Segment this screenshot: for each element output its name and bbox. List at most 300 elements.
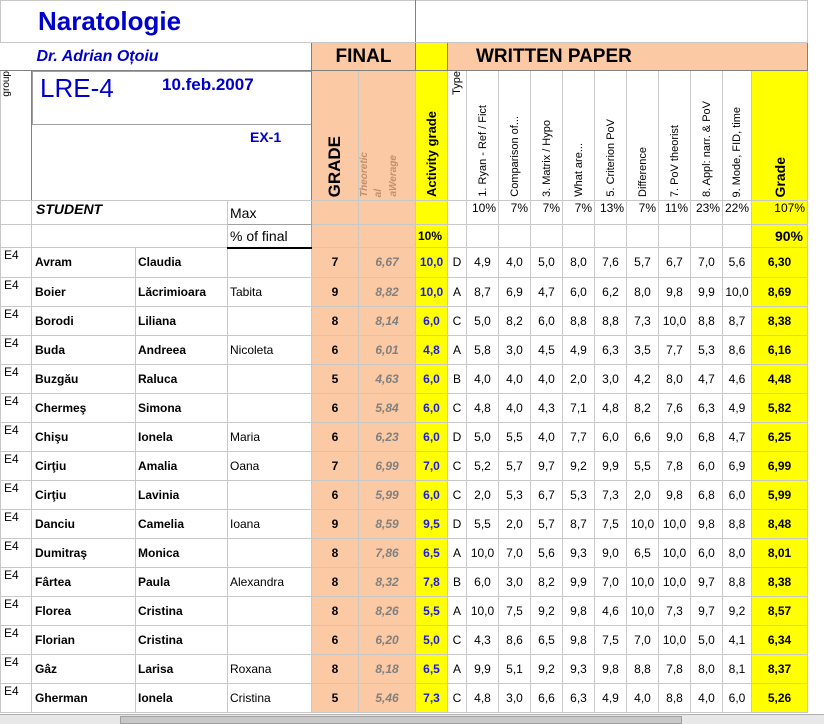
- question-score-cell[interactable]: 7,0: [499, 538, 531, 567]
- theoretical-average-cell[interactable]: 6,01: [359, 335, 416, 364]
- question-score-cell[interactable]: 6,6: [627, 422, 659, 451]
- question-score-cell[interactable]: 9,9: [563, 567, 595, 596]
- max-label: Max: [230, 204, 257, 221]
- question-score-cell[interactable]: 7,5: [595, 509, 627, 538]
- question-header-4: What are...: [572, 143, 585, 197]
- question-score-cell[interactable]: 4,3: [467, 625, 499, 654]
- question-score-cell[interactable]: 8,1: [723, 654, 752, 683]
- question-score-cell[interactable]: 6,0: [691, 451, 723, 480]
- question-score-cell[interactable]: 2,0: [467, 480, 499, 509]
- question-score-cell[interactable]: 8,0: [691, 654, 723, 683]
- question-score-cell[interactable]: 4,0: [691, 683, 723, 712]
- question-score-cell[interactable]: 9,0: [595, 538, 627, 567]
- question-score-cell[interactable]: 9,3: [563, 538, 595, 567]
- type-cell[interactable]: A: [448, 596, 467, 625]
- grade-cell[interactable]: 5: [312, 683, 359, 712]
- type-cell[interactable]: C: [448, 683, 467, 712]
- final-grade-cell[interactable]: 8,37: [752, 654, 808, 683]
- first-name-cell[interactable]: Ionela: [136, 683, 228, 712]
- group-cell[interactable]: E4: [1, 538, 32, 567]
- surname-cell[interactable]: Florian: [32, 625, 136, 654]
- second-name-cell[interactable]: [228, 596, 312, 625]
- question-score-cell[interactable]: 4,0: [627, 683, 659, 712]
- question-score-cell[interactable]: 9,2: [531, 596, 563, 625]
- final-grade-cell[interactable]: 6,16: [752, 335, 808, 364]
- surname-cell[interactable]: Chermeş: [32, 393, 136, 422]
- question-score-cell[interactable]: 4,6: [723, 364, 752, 393]
- grade-cell[interactable]: 6: [312, 335, 359, 364]
- theoretical-average-cell[interactable]: 6,20: [359, 625, 416, 654]
- question-score-cell[interactable]: 5,7: [499, 451, 531, 480]
- question-score-cell[interactable]: 4,9: [467, 248, 499, 278]
- first-name-cell[interactable]: Ionela: [136, 422, 228, 451]
- type-cell[interactable]: A: [448, 654, 467, 683]
- question-score-cell[interactable]: 4,8: [595, 393, 627, 422]
- theoretical-average-cell[interactable]: 8,59: [359, 509, 416, 538]
- question-score-cell[interactable]: 4,9: [595, 683, 627, 712]
- grade-cell[interactable]: 6: [312, 422, 359, 451]
- question-score-cell[interactable]: 3,5: [627, 335, 659, 364]
- surname-cell[interactable]: Dumitraş: [32, 538, 136, 567]
- question-score-cell[interactable]: 7,3: [659, 596, 691, 625]
- question-score-cell[interactable]: 8,8: [627, 654, 659, 683]
- final-grade-cell[interactable]: 6,34: [752, 625, 808, 654]
- question-score-cell[interactable]: 5,5: [467, 509, 499, 538]
- question-score-cell[interactable]: 6,0: [531, 306, 563, 335]
- first-name-cell[interactable]: Amalia: [136, 451, 228, 480]
- theoretical-average-cell[interactable]: 5,46: [359, 683, 416, 712]
- second-name-cell[interactable]: Cristina: [228, 683, 312, 712]
- type-cell[interactable]: C: [448, 306, 467, 335]
- type-header: Type: [451, 71, 463, 95]
- grade-cell[interactable]: 6: [312, 393, 359, 422]
- grade-cell[interactable]: 5: [312, 364, 359, 393]
- question-score-cell[interactable]: 10,0: [467, 538, 499, 567]
- activity-grade-cell[interactable]: 5,0: [416, 625, 448, 654]
- question-score-cell[interactable]: 3,0: [499, 335, 531, 364]
- surname-cell[interactable]: Boier: [32, 277, 136, 306]
- first-name-cell[interactable]: Andreea: [136, 335, 228, 364]
- theoretical-average-cell[interactable]: 5,99: [359, 480, 416, 509]
- activity-grade-cell[interactable]: 4,8: [416, 335, 448, 364]
- activity-grade-cell[interactable]: 7,0: [416, 451, 448, 480]
- question-score-cell[interactable]: 8,7: [723, 306, 752, 335]
- type-cell[interactable]: D: [448, 248, 467, 278]
- question-score-cell[interactable]: 9,7: [531, 451, 563, 480]
- question-score-cell[interactable]: 4,0: [499, 364, 531, 393]
- second-name-cell[interactable]: Alexandra: [228, 567, 312, 596]
- second-name-cell[interactable]: Maria: [228, 422, 312, 451]
- surname-cell[interactable]: Buda: [32, 335, 136, 364]
- surname-cell[interactable]: Danciu: [32, 509, 136, 538]
- second-name-cell[interactable]: [228, 306, 312, 335]
- table-row: [1, 277, 808, 306]
- question-score-cell[interactable]: 4,0: [467, 364, 499, 393]
- question-score-cell[interactable]: 4,0: [531, 422, 563, 451]
- question-score-cell[interactable]: 8,2: [627, 393, 659, 422]
- question-score-cell[interactable]: 7,5: [595, 625, 627, 654]
- final-grade-cell[interactable]: 5,82: [752, 393, 808, 422]
- group-cell[interactable]: E4: [1, 393, 32, 422]
- activity-grade-cell[interactable]: 6,5: [416, 654, 448, 683]
- final-grade-cell[interactable]: 8,69: [752, 277, 808, 306]
- question-score-cell[interactable]: 9,9: [467, 654, 499, 683]
- second-name-cell[interactable]: [228, 480, 312, 509]
- question-score-cell[interactable]: 5,0: [531, 248, 563, 278]
- question-score-cell[interactable]: 10,0: [723, 277, 752, 306]
- question-score-cell[interactable]: 5,7: [531, 509, 563, 538]
- question-score-cell[interactable]: 9,2: [531, 654, 563, 683]
- grade-cell[interactable]: 6: [312, 625, 359, 654]
- surname-cell[interactable]: Chişu: [32, 422, 136, 451]
- question-score-cell[interactable]: 5,0: [467, 306, 499, 335]
- type-cell[interactable]: A: [448, 277, 467, 306]
- surname-cell[interactable]: Avram: [32, 248, 136, 278]
- question-score-cell[interactable]: 7,7: [563, 422, 595, 451]
- question-score-cell[interactable]: 5,8: [467, 335, 499, 364]
- final-grade-cell[interactable]: 8,57: [752, 596, 808, 625]
- theoretical-average-cell[interactable]: 6,99: [359, 451, 416, 480]
- question-score-cell[interactable]: 8,7: [467, 277, 499, 306]
- grade-cell[interactable]: 8: [312, 654, 359, 683]
- question-score-cell[interactable]: 6,3: [595, 335, 627, 364]
- type-cell[interactable]: B: [448, 567, 467, 596]
- theoretical-header-3: aWerage: [387, 155, 399, 197]
- question-score-cell[interactable]: 4,2: [627, 364, 659, 393]
- second-name-cell[interactable]: Tabita: [228, 277, 312, 306]
- question-score-cell[interactable]: 7,3: [595, 480, 627, 509]
- question-score-cell[interactable]: 2,0: [627, 480, 659, 509]
- question-score-cell[interactable]: 10,0: [659, 567, 691, 596]
- surname-cell[interactable]: Florea: [32, 596, 136, 625]
- theoretical-average-cell[interactable]: 8,26: [359, 596, 416, 625]
- question-score-cell[interactable]: 7,3: [627, 306, 659, 335]
- question-score-cell[interactable]: 9,8: [563, 596, 595, 625]
- question-score-cell[interactable]: 6,0: [723, 683, 752, 712]
- question-score-cell[interactable]: 5,3: [691, 335, 723, 364]
- question-score-cell[interactable]: 4,7: [723, 422, 752, 451]
- second-name-cell[interactable]: Oana: [228, 451, 312, 480]
- group-cell[interactable]: E4: [1, 306, 32, 335]
- activity-grade-cell[interactable]: 6,0: [416, 393, 448, 422]
- question-score-cell[interactable]: 10,0: [659, 625, 691, 654]
- grade-cell[interactable]: 9: [312, 277, 359, 306]
- question-score-cell[interactable]: 9,3: [563, 654, 595, 683]
- group-cell[interactable]: E4: [1, 625, 32, 654]
- question-score-cell[interactable]: 9,7: [691, 596, 723, 625]
- surname-cell[interactable]: Borodi: [32, 306, 136, 335]
- question-score-cell[interactable]: 6,7: [531, 480, 563, 509]
- surname-cell[interactable]: Gherman: [32, 683, 136, 712]
- question-score-cell[interactable]: 10,0: [659, 538, 691, 567]
- question-score-cell[interactable]: 5,5: [627, 451, 659, 480]
- question-score-cell[interactable]: 8,8: [691, 306, 723, 335]
- question-score-cell[interactable]: 5,3: [499, 480, 531, 509]
- final-grade-header: Grade: [771, 156, 788, 197]
- first-name-cell[interactable]: Cristina: [136, 596, 228, 625]
- final-grade-cell[interactable]: 4,48: [752, 364, 808, 393]
- question-score-cell[interactable]: 5,6: [723, 248, 752, 278]
- type-cell[interactable]: C: [448, 480, 467, 509]
- theoretical-average-cell[interactable]: 7,86: [359, 538, 416, 567]
- question-score-cell[interactable]: 4,5: [531, 335, 563, 364]
- question-score-cell[interactable]: 10,0: [659, 509, 691, 538]
- question-score-cell[interactable]: 4,0: [499, 248, 531, 278]
- question-score-cell[interactable]: 5,0: [467, 422, 499, 451]
- theoretical-average-cell[interactable]: 6,23: [359, 422, 416, 451]
- question-score-cell[interactable]: 8,2: [531, 567, 563, 596]
- activity-grade-cell[interactable]: 10,0: [416, 277, 448, 306]
- question-score-cell[interactable]: 9,2: [563, 451, 595, 480]
- question-score-cell[interactable]: 9,8: [659, 277, 691, 306]
- question-score-cell[interactable]: 4,8: [467, 393, 499, 422]
- table-row: [1, 364, 808, 393]
- final-grade-cell[interactable]: 6,99: [752, 451, 808, 480]
- type-cell[interactable]: C: [448, 625, 467, 654]
- question-score-cell[interactable]: 5,7: [627, 248, 659, 278]
- activity-grade-cell[interactable]: 7,8: [416, 567, 448, 596]
- second-name-cell[interactable]: [228, 248, 312, 278]
- question-score-cell[interactable]: 9,9: [691, 277, 723, 306]
- question-score-cell[interactable]: 6,5: [531, 625, 563, 654]
- question-score-cell[interactable]: 2,0: [563, 364, 595, 393]
- question-score-cell[interactable]: 8,6: [499, 625, 531, 654]
- question-score-cell[interactable]: 5,5: [499, 422, 531, 451]
- table-row: [1, 596, 808, 625]
- weight-7: 11%: [659, 201, 691, 225]
- type-cell[interactable]: D: [448, 509, 467, 538]
- type-cell[interactable]: C: [448, 393, 467, 422]
- question-score-cell[interactable]: 4,0: [531, 364, 563, 393]
- final-grade-cell[interactable]: 8,38: [752, 567, 808, 596]
- question-score-cell[interactable]: 6,0: [691, 538, 723, 567]
- question-score-cell[interactable]: 9,9: [595, 451, 627, 480]
- activity-grade-cell[interactable]: 6,0: [416, 422, 448, 451]
- type-cell[interactable]: A: [448, 335, 467, 364]
- theoretical-average-cell[interactable]: 8,18: [359, 654, 416, 683]
- question-score-cell[interactable]: 4,9: [563, 335, 595, 364]
- first-name-cell[interactable]: Claudia: [136, 248, 228, 278]
- activity-grade-cell[interactable]: 9,5: [416, 509, 448, 538]
- question-score-cell[interactable]: 3,0: [595, 364, 627, 393]
- question-score-cell[interactable]: 8,8: [659, 683, 691, 712]
- activity-grade-cell[interactable]: 6,0: [416, 480, 448, 509]
- grade-cell[interactable]: 9: [312, 509, 359, 538]
- question-score-cell[interactable]: 6,6: [531, 683, 563, 712]
- question-score-cell[interactable]: 7,0: [627, 625, 659, 654]
- weight-4: 7%: [563, 201, 595, 225]
- first-name-cell[interactable]: Lavinia: [136, 480, 228, 509]
- second-name-cell[interactable]: Ioana: [228, 509, 312, 538]
- first-name-cell[interactable]: Lăcrimioara: [136, 277, 228, 306]
- activity-grade-cell[interactable]: 6,0: [416, 364, 448, 393]
- question-score-cell[interactable]: 7,5: [499, 596, 531, 625]
- group-cell[interactable]: E4: [1, 364, 32, 393]
- question-score-cell[interactable]: 4,1: [723, 625, 752, 654]
- theoretical-average-cell[interactable]: 4,63: [359, 364, 416, 393]
- question-score-cell[interactable]: 8,0: [563, 248, 595, 278]
- question-score-cell[interactable]: 4,7: [691, 364, 723, 393]
- first-name-cell[interactable]: Larisa: [136, 654, 228, 683]
- first-name-cell[interactable]: Camelia: [136, 509, 228, 538]
- question-score-cell[interactable]: 10,0: [659, 306, 691, 335]
- activity-grade-cell[interactable]: 5,5: [416, 596, 448, 625]
- question-score-cell[interactable]: 6,9: [499, 277, 531, 306]
- surname-cell[interactable]: Buzgău: [32, 364, 136, 393]
- question-score-cell[interactable]: 3,0: [499, 683, 531, 712]
- question-score-cell[interactable]: 4,8: [467, 683, 499, 712]
- second-name-cell[interactable]: Nicoleta: [228, 335, 312, 364]
- activity-grade-cell[interactable]: 6,5: [416, 538, 448, 567]
- question-score-cell[interactable]: 4,7: [531, 277, 563, 306]
- question-score-cell[interactable]: 6,3: [691, 393, 723, 422]
- activity-grade-cell[interactable]: 7,3: [416, 683, 448, 712]
- question-score-cell[interactable]: 8,0: [723, 538, 752, 567]
- table-row: [1, 509, 808, 538]
- question-score-cell[interactable]: 9,7: [691, 567, 723, 596]
- group-cell[interactable]: E4: [1, 451, 32, 480]
- theoretical-average-cell[interactable]: 8,82: [359, 277, 416, 306]
- first-name-cell[interactable]: Simona: [136, 393, 228, 422]
- final-grade-cell[interactable]: 5,99: [752, 480, 808, 509]
- question-score-cell[interactable]: 6,7: [659, 248, 691, 278]
- question-score-cell[interactable]: 10,0: [627, 509, 659, 538]
- surname-cell[interactable]: Fârtea: [32, 567, 136, 596]
- question-score-cell[interactable]: 6,8: [691, 422, 723, 451]
- theoretical-average-cell[interactable]: 6,67: [359, 248, 416, 278]
- grade-cell[interactable]: 8: [312, 567, 359, 596]
- group-cell[interactable]: E4: [1, 596, 32, 625]
- question-score-cell[interactable]: 7,7: [659, 335, 691, 364]
- question-score-cell[interactable]: 5,6: [531, 538, 563, 567]
- final-grade-cell[interactable]: 6,25: [752, 422, 808, 451]
- group-cell[interactable]: E4: [1, 335, 32, 364]
- final-grade-cell[interactable]: 8,48: [752, 509, 808, 538]
- group-cell[interactable]: E4: [1, 683, 32, 712]
- question-score-cell[interactable]: 9,8: [659, 480, 691, 509]
- question-score-cell[interactable]: 6,3: [563, 683, 595, 712]
- group-cell[interactable]: E4: [1, 480, 32, 509]
- question-score-cell[interactable]: 4,3: [531, 393, 563, 422]
- question-score-cell[interactable]: 7,8: [659, 654, 691, 683]
- question-score-cell[interactable]: 6,8: [691, 480, 723, 509]
- type-cell[interactable]: D: [448, 422, 467, 451]
- group-cell[interactable]: E4: [1, 248, 32, 278]
- question-score-cell[interactable]: 4,6: [595, 596, 627, 625]
- second-name-cell[interactable]: [228, 364, 312, 393]
- question-score-cell[interactable]: 6,0: [595, 422, 627, 451]
- question-score-cell[interactable]: 6,0: [723, 480, 752, 509]
- question-score-cell[interactable]: 5,1: [499, 654, 531, 683]
- group-cell[interactable]: E4: [1, 422, 32, 451]
- theoretical-average-cell[interactable]: 8,14: [359, 306, 416, 335]
- question-score-cell[interactable]: 8,6: [723, 335, 752, 364]
- activity-grade-cell[interactable]: 10,0: [416, 248, 448, 278]
- activity-grade-cell[interactable]: 6,0: [416, 306, 448, 335]
- grade-cell[interactable]: 7: [312, 248, 359, 278]
- question-score-cell[interactable]: 8,0: [627, 277, 659, 306]
- question-score-cell[interactable]: 7,6: [595, 248, 627, 278]
- question-score-cell[interactable]: 6,0: [563, 277, 595, 306]
- question-score-cell[interactable]: 2,0: [499, 509, 531, 538]
- grade-cell[interactable]: 8: [312, 306, 359, 335]
- group-cell[interactable]: E4: [1, 277, 32, 306]
- question-score-cell[interactable]: 10,0: [627, 567, 659, 596]
- question-score-cell[interactable]: 5,3: [563, 480, 595, 509]
- question-score-cell[interactable]: 5,0: [691, 625, 723, 654]
- type-cell[interactable]: A: [448, 538, 467, 567]
- second-name-cell[interactable]: [228, 625, 312, 654]
- final-grade-cell[interactable]: 8,01: [752, 538, 808, 567]
- question-score-cell[interactable]: 7,0: [595, 567, 627, 596]
- type-cell[interactable]: C: [448, 451, 467, 480]
- group-cell[interactable]: E4: [1, 654, 32, 683]
- question-score-cell[interactable]: 9,0: [659, 422, 691, 451]
- question-score-cell[interactable]: 10,0: [627, 596, 659, 625]
- final-header: FINAL: [335, 45, 392, 67]
- question-score-cell[interactable]: 6,2: [595, 277, 627, 306]
- question-score-cell[interactable]: 7,8: [659, 451, 691, 480]
- surname-cell[interactable]: Cirţiu: [32, 480, 136, 509]
- question-score-cell[interactable]: 4,0: [499, 393, 531, 422]
- question-score-cell[interactable]: 10,0: [467, 596, 499, 625]
- first-name-cell[interactable]: Raluca: [136, 364, 228, 393]
- question-score-cell[interactable]: 8,2: [499, 306, 531, 335]
- group-cell[interactable]: E4: [1, 509, 32, 538]
- surname-cell[interactable]: Cirţiu: [32, 451, 136, 480]
- second-name-cell[interactable]: [228, 538, 312, 567]
- question-score-cell[interactable]: 9,8: [691, 509, 723, 538]
- first-name-cell[interactable]: Paula: [136, 567, 228, 596]
- question-score-cell[interactable]: 8,7: [563, 509, 595, 538]
- question-score-cell[interactable]: 7,0: [691, 248, 723, 278]
- type-cell[interactable]: B: [448, 364, 467, 393]
- surname-cell[interactable]: Gâz: [32, 654, 136, 683]
- question-score-cell[interactable]: 8,8: [595, 306, 627, 335]
- question-score-cell[interactable]: 9,2: [723, 596, 752, 625]
- second-name-cell[interactable]: Roxana: [228, 654, 312, 683]
- group-cell[interactable]: E4: [1, 567, 32, 596]
- question-score-cell[interactable]: 9,8: [595, 654, 627, 683]
- question-score-cell[interactable]: 6,5: [627, 538, 659, 567]
- question-score-cell[interactable]: 7,1: [563, 393, 595, 422]
- question-score-cell[interactable]: 6,9: [723, 451, 752, 480]
- question-score-cell[interactable]: 7,6: [659, 393, 691, 422]
- grade-cell[interactable]: 8: [312, 596, 359, 625]
- question-score-cell[interactable]: 8,8: [723, 509, 752, 538]
- grade-cell[interactable]: 6: [312, 480, 359, 509]
- first-name-cell[interactable]: Liliana: [136, 306, 228, 335]
- final-grade-cell[interactable]: 8,38: [752, 306, 808, 335]
- first-name-cell[interactable]: Cristina: [136, 625, 228, 654]
- grade-cell[interactable]: 7: [312, 451, 359, 480]
- theoretical-average-cell[interactable]: 5,84: [359, 393, 416, 422]
- final-grade-cell[interactable]: 5,26: [752, 683, 808, 712]
- question-score-cell[interactable]: 8,8: [723, 567, 752, 596]
- question-score-cell[interactable]: 3,0: [499, 567, 531, 596]
- question-score-cell[interactable]: 4,9: [723, 393, 752, 422]
- theoretical-average-cell[interactable]: 8,32: [359, 567, 416, 596]
- second-name-cell[interactable]: [228, 393, 312, 422]
- first-name-cell[interactable]: Monica: [136, 538, 228, 567]
- question-score-cell[interactable]: 6,0: [467, 567, 499, 596]
- question-score-cell[interactable]: 8,8: [563, 306, 595, 335]
- question-score-cell[interactable]: 9,8: [563, 625, 595, 654]
- question-score-cell[interactable]: 5,2: [467, 451, 499, 480]
- question-score-cell[interactable]: 8,0: [659, 364, 691, 393]
- grade-cell[interactable]: 8: [312, 538, 359, 567]
- final-grade-cell[interactable]: 6,30: [752, 248, 808, 278]
